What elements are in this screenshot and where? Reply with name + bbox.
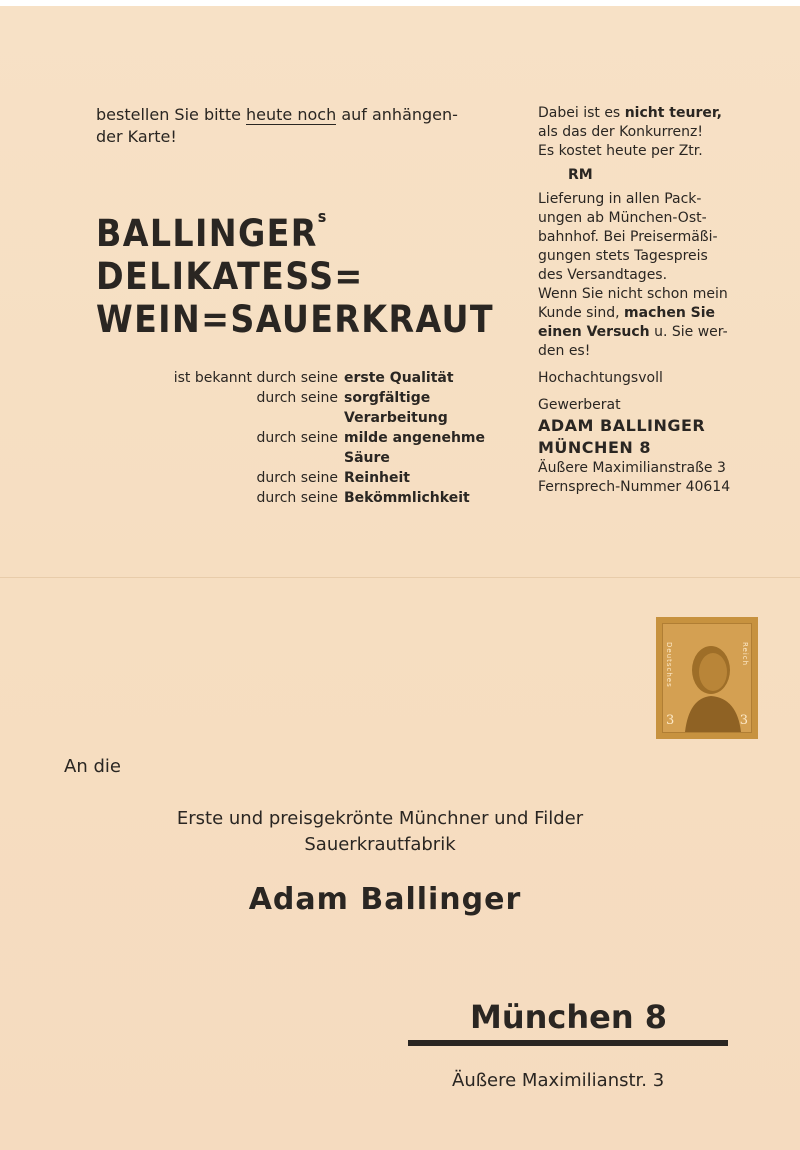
stamp-right-text: Reich bbox=[741, 642, 749, 667]
right-text: Es kostet heute per Ztr. bbox=[538, 143, 703, 159]
quality-value: sorgfältige bbox=[344, 390, 431, 406]
quality-lead: durch seine bbox=[256, 430, 338, 446]
qualities-list bbox=[150, 368, 485, 508]
recipient-name: Adam Ballinger bbox=[248, 882, 522, 917]
sender-city: MÜNCHEN 8 bbox=[538, 438, 651, 457]
right-text: Wenn Sie nicht schon mein bbox=[538, 286, 728, 302]
intro-pre: bestellen Sie bitte bbox=[96, 105, 247, 124]
stamp-value-left: 3 bbox=[666, 713, 675, 728]
quality-row bbox=[150, 468, 485, 488]
brand-line1: BALLINGER bbox=[96, 212, 318, 255]
quality-row bbox=[150, 408, 485, 428]
top-edge bbox=[0, 0, 800, 6]
right-text: Dabei ist es bbox=[538, 105, 625, 121]
quality-value: Verarbeitung bbox=[344, 410, 448, 426]
stamp-value-right: 3 bbox=[739, 713, 748, 728]
city-underline bbox=[408, 1040, 728, 1046]
recipient-line2: Sauerkrautfabrik bbox=[304, 834, 456, 855]
quality-value: Bekömmlichkeit bbox=[344, 490, 470, 506]
an-die: An die bbox=[64, 756, 121, 777]
recipient-line1: Erste und preisgekrönte Münchner und Filder bbox=[176, 808, 584, 829]
quality-lead: durch seine bbox=[256, 390, 338, 406]
intro-underlined: heute noch bbox=[246, 105, 337, 124]
brand-heading bbox=[96, 195, 494, 341]
quality-lead bbox=[150, 448, 344, 468]
right-text: den es! bbox=[538, 343, 591, 359]
intro-line2: der Karte! bbox=[96, 127, 177, 146]
portrait-icon bbox=[663, 624, 751, 732]
quality-row bbox=[150, 488, 485, 508]
right-text: des Versandtages. bbox=[538, 267, 668, 283]
right-text: als das der Konkurrenz! bbox=[538, 124, 704, 140]
sender-name: ADAM BALLINGER bbox=[538, 416, 706, 435]
fold-line bbox=[0, 577, 800, 578]
right-bold: einen Versuch bbox=[538, 324, 650, 340]
quality-lead: ist bekannt durch seine bbox=[173, 370, 338, 386]
quality-lead bbox=[150, 408, 344, 428]
brand-sup: s bbox=[317, 207, 328, 226]
stamp-left-text: Deutsches bbox=[665, 642, 673, 688]
quality-row bbox=[150, 388, 485, 408]
quality-value: Reinheit bbox=[344, 470, 410, 486]
recipient-street: Äußere Maximilianstr. 3 bbox=[452, 1070, 665, 1091]
right-text: ungen ab München-Ost- bbox=[538, 210, 707, 226]
intro-post: auf anhängen- bbox=[336, 105, 458, 124]
right-bold: machen Sie bbox=[624, 305, 716, 321]
greeting: Hochachtungsvoll bbox=[538, 370, 663, 386]
right-text: u. Sie wer- bbox=[649, 324, 728, 340]
sender-phone: Fernsprech-Nummer 40614 bbox=[538, 479, 731, 495]
recipient-city: München 8 bbox=[470, 998, 668, 1036]
right-text: bahnhof. Bei Preisermäßi- bbox=[538, 229, 718, 245]
price-currency: RM bbox=[568, 167, 593, 183]
stamp-inner bbox=[662, 623, 752, 733]
recipient-company bbox=[0, 806, 760, 858]
quality-row bbox=[150, 428, 485, 448]
quality-value: Säure bbox=[344, 450, 390, 466]
postage-stamp bbox=[656, 617, 758, 739]
quality-lead: durch seine bbox=[256, 470, 338, 486]
brand-line3: WEIN=SAUERKRAUT bbox=[96, 298, 494, 341]
intro-text bbox=[96, 104, 516, 148]
sender-address: Äußere Maximilianstraße 3 bbox=[538, 460, 726, 476]
right-bold: nicht teurer, bbox=[624, 105, 723, 121]
right-text: Lieferung in allen Pack- bbox=[538, 191, 702, 207]
right-column bbox=[538, 104, 748, 497]
sender-title: Gewerberat bbox=[538, 397, 621, 413]
right-text: Kunde sind, bbox=[538, 305, 625, 321]
quality-lead: durch seine bbox=[256, 490, 338, 506]
right-text: gungen stets Tagespreis bbox=[538, 248, 708, 264]
brand-line2: DELIKATESS= bbox=[96, 255, 364, 298]
quality-value: erste Qualität bbox=[344, 370, 454, 386]
quality-value: milde angenehme bbox=[344, 430, 486, 446]
quality-row bbox=[150, 448, 485, 468]
quality-row bbox=[150, 368, 485, 388]
